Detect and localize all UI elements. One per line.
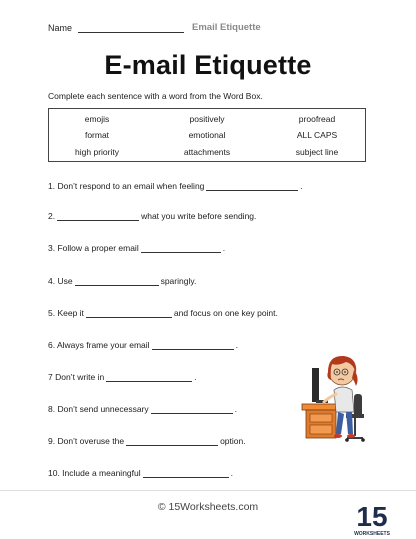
- question-text: 7 Don’t write in: [48, 372, 105, 382]
- question-item: [48, 468, 233, 478]
- question-text: 8. Don’t send unnecessary: [48, 404, 149, 414]
- question-text-after: .: [234, 404, 238, 414]
- question-text: 4. Use: [48, 276, 73, 286]
- question-text-after: .: [194, 372, 197, 382]
- question-text-after: sparingly.: [160, 276, 197, 286]
- answer-blank[interactable]: [206, 182, 298, 191]
- logo-number: 15: [356, 501, 388, 532]
- question-text-after: .: [300, 181, 303, 191]
- answer-blank[interactable]: [151, 405, 233, 414]
- question-text-after: what you write before sending.: [141, 211, 257, 221]
- question-item: [48, 181, 303, 191]
- question-text: 9. Don’t overuse the: [48, 436, 125, 446]
- question-text: 5. Keep it: [48, 308, 84, 318]
- name-header: [48, 22, 261, 33]
- question-item: [48, 308, 278, 318]
- footer-copyright: © 15Worksheets.com: [157, 501, 259, 513]
- question-item: [48, 211, 256, 221]
- question-text: 2.: [48, 211, 56, 221]
- question-text-after: option.: [220, 436, 246, 446]
- question-item: [48, 243, 225, 253]
- instructions: Complete each sentence with a word from the Word Box.: [48, 91, 263, 101]
- name-line[interactable]: [78, 23, 184, 33]
- question-text: 1. Don’t respond to an email when feeling: [48, 181, 205, 191]
- question-item: [48, 372, 197, 382]
- word-box-item: high priority: [75, 147, 119, 157]
- question-item: [48, 276, 196, 286]
- word-box: [48, 108, 366, 162]
- question-text-after: and focus on one key point.: [173, 308, 278, 318]
- answer-blank[interactable]: [106, 373, 192, 382]
- question-text-after: .: [230, 468, 233, 478]
- girl-at-computer-illustration: [298, 350, 370, 446]
- answer-blank[interactable]: [86, 309, 172, 318]
- answer-blank[interactable]: [126, 437, 218, 446]
- answer-blank[interactable]: [57, 212, 139, 221]
- word-box-item: ALL CAPS: [296, 130, 338, 140]
- question-item: [48, 404, 237, 414]
- question-text: 10. Include a meaningful: [48, 468, 141, 478]
- question-item: [48, 340, 238, 350]
- question-text: 3. Follow a proper email: [48, 243, 139, 253]
- question-text-after: .: [222, 243, 226, 253]
- word-box-item: emotional: [188, 130, 226, 140]
- word-box-item: emojis: [84, 114, 110, 124]
- question-text-after: .: [235, 340, 238, 350]
- name-label: Name: [48, 23, 73, 33]
- page-title: E-mail Etiquette: [104, 50, 312, 80]
- word-box-item: format: [84, 130, 110, 140]
- question-text: 6. Always frame your email: [48, 340, 150, 350]
- answer-blank[interactable]: [152, 341, 234, 350]
- logo-text: WORKSHEETS: [354, 531, 390, 537]
- word-box-item: proofread: [298, 114, 336, 124]
- word-box-item: positively: [189, 114, 225, 124]
- answer-blank[interactable]: [75, 277, 159, 286]
- 15worksheets-logo: [354, 498, 390, 538]
- answer-blank[interactable]: [141, 244, 221, 253]
- footer-divider: [0, 490, 416, 491]
- topic-label: Email Etiquette: [192, 22, 261, 33]
- answer-blank[interactable]: [143, 469, 229, 478]
- question-item: [48, 436, 246, 446]
- word-box-item: subject line: [295, 147, 339, 157]
- word-box-item: attachments: [183, 147, 231, 157]
